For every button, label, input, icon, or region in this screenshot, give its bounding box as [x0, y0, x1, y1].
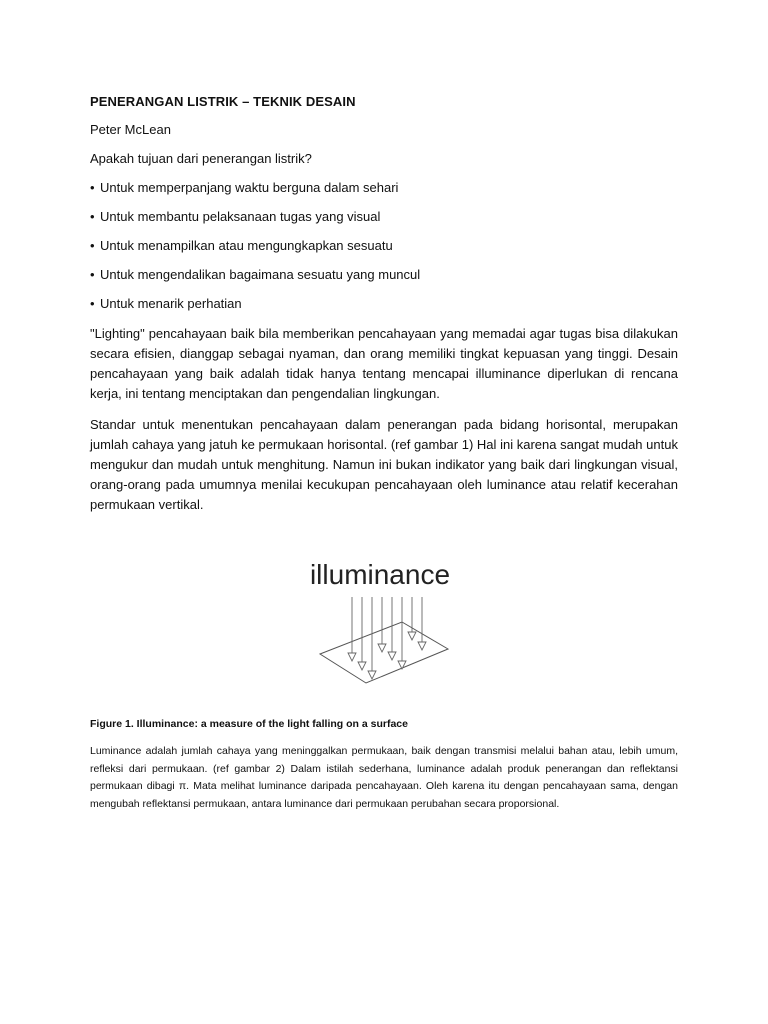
illuminance-diagram: [90, 549, 678, 699]
list-item: • Untuk membantu pelaksanaan tugas yang visual: [90, 209, 381, 224]
list-item: • Untuk menampilkan atau mengungkapkan sesuatu: [90, 238, 393, 253]
bullet-icon: •: [90, 296, 95, 311]
paragraph-lighting: "Lighting" pencahayaan baik bila memberikan pencahayaan yang memadai agar tugas bisa dilakukan secara efisien, dianggap sebagai nyaman, dan orang memiliki tingkat kepuasan yang tinggi. Desain pencahayaan yang baik adalah tidak hanya tentang mencapai illuminance diperlukan di rencana kerja, ini tentang menciptakan dan pengendalian lingkungan.: [90, 326, 678, 401]
question-text: Apakah tujuan dari penerangan listrik?: [90, 151, 312, 166]
document-page: [90, 93, 678, 813]
ray-arrowheads: [348, 632, 426, 679]
illuminance-figure: [90, 549, 678, 699]
figure-label: illuminance: [309, 559, 451, 590]
bullet-icon: •: [90, 238, 95, 253]
bullet-icon: •: [90, 267, 95, 282]
paragraph-standard: Standar untuk menentukan pencahayaan dalam penerangan pada bidang horisontal, merupakan jumlah cahaya yang jatuh ke permukaan horisontal. (ref gambar 1) Hal ini karena sangat mudah untuk mengukur dan mudah untuk menghitung. Namun ini bukan indikator yang baik dari lingkungan visual, orang-orang pada umumnya menilai kecukupan pencahayaan oleh luminance atau relatif kecerahan permukaan vertikal.: [90, 417, 678, 512]
document-title: PENERANGAN LISTRIK – TEKNIK DESAIN: [90, 94, 356, 109]
surface-plane: [320, 622, 448, 683]
bullet-icon: •: [90, 209, 95, 224]
list-item: • Untuk mengendalikan bagaimana sesuatu yang muncul: [90, 267, 421, 282]
purpose-list: [90, 179, 678, 313]
list-item: • Untuk menarik perhatian: [90, 296, 242, 311]
figure-caption: Figure 1. Illuminance: a measure of the light falling on a surface: [90, 718, 408, 730]
list-item: • Untuk memperpanjang waktu berguna dalam sehari: [90, 180, 399, 195]
paragraph-luminance: Luminance adalah jumlah cahaya yang meninggalkan permukaan, baik dengan transmisi melalui bahan atau, lebih umum, refleksi dari permukaan. (ref gambar 2) Dalam istilah sederhana, luminance adalah produk penerangan dan reflektansi permukaan dibagi π. Mata melihat luminance daripada pencahayaan. Oleh karena itu dengan pencahayaan sama, dengan mengubah reflektansi permukaan, antara luminance dari permukaan perubahan secara proporsional.: [90, 745, 678, 810]
bullet-icon: •: [90, 180, 95, 195]
author-name: Peter McLean: [90, 122, 171, 137]
